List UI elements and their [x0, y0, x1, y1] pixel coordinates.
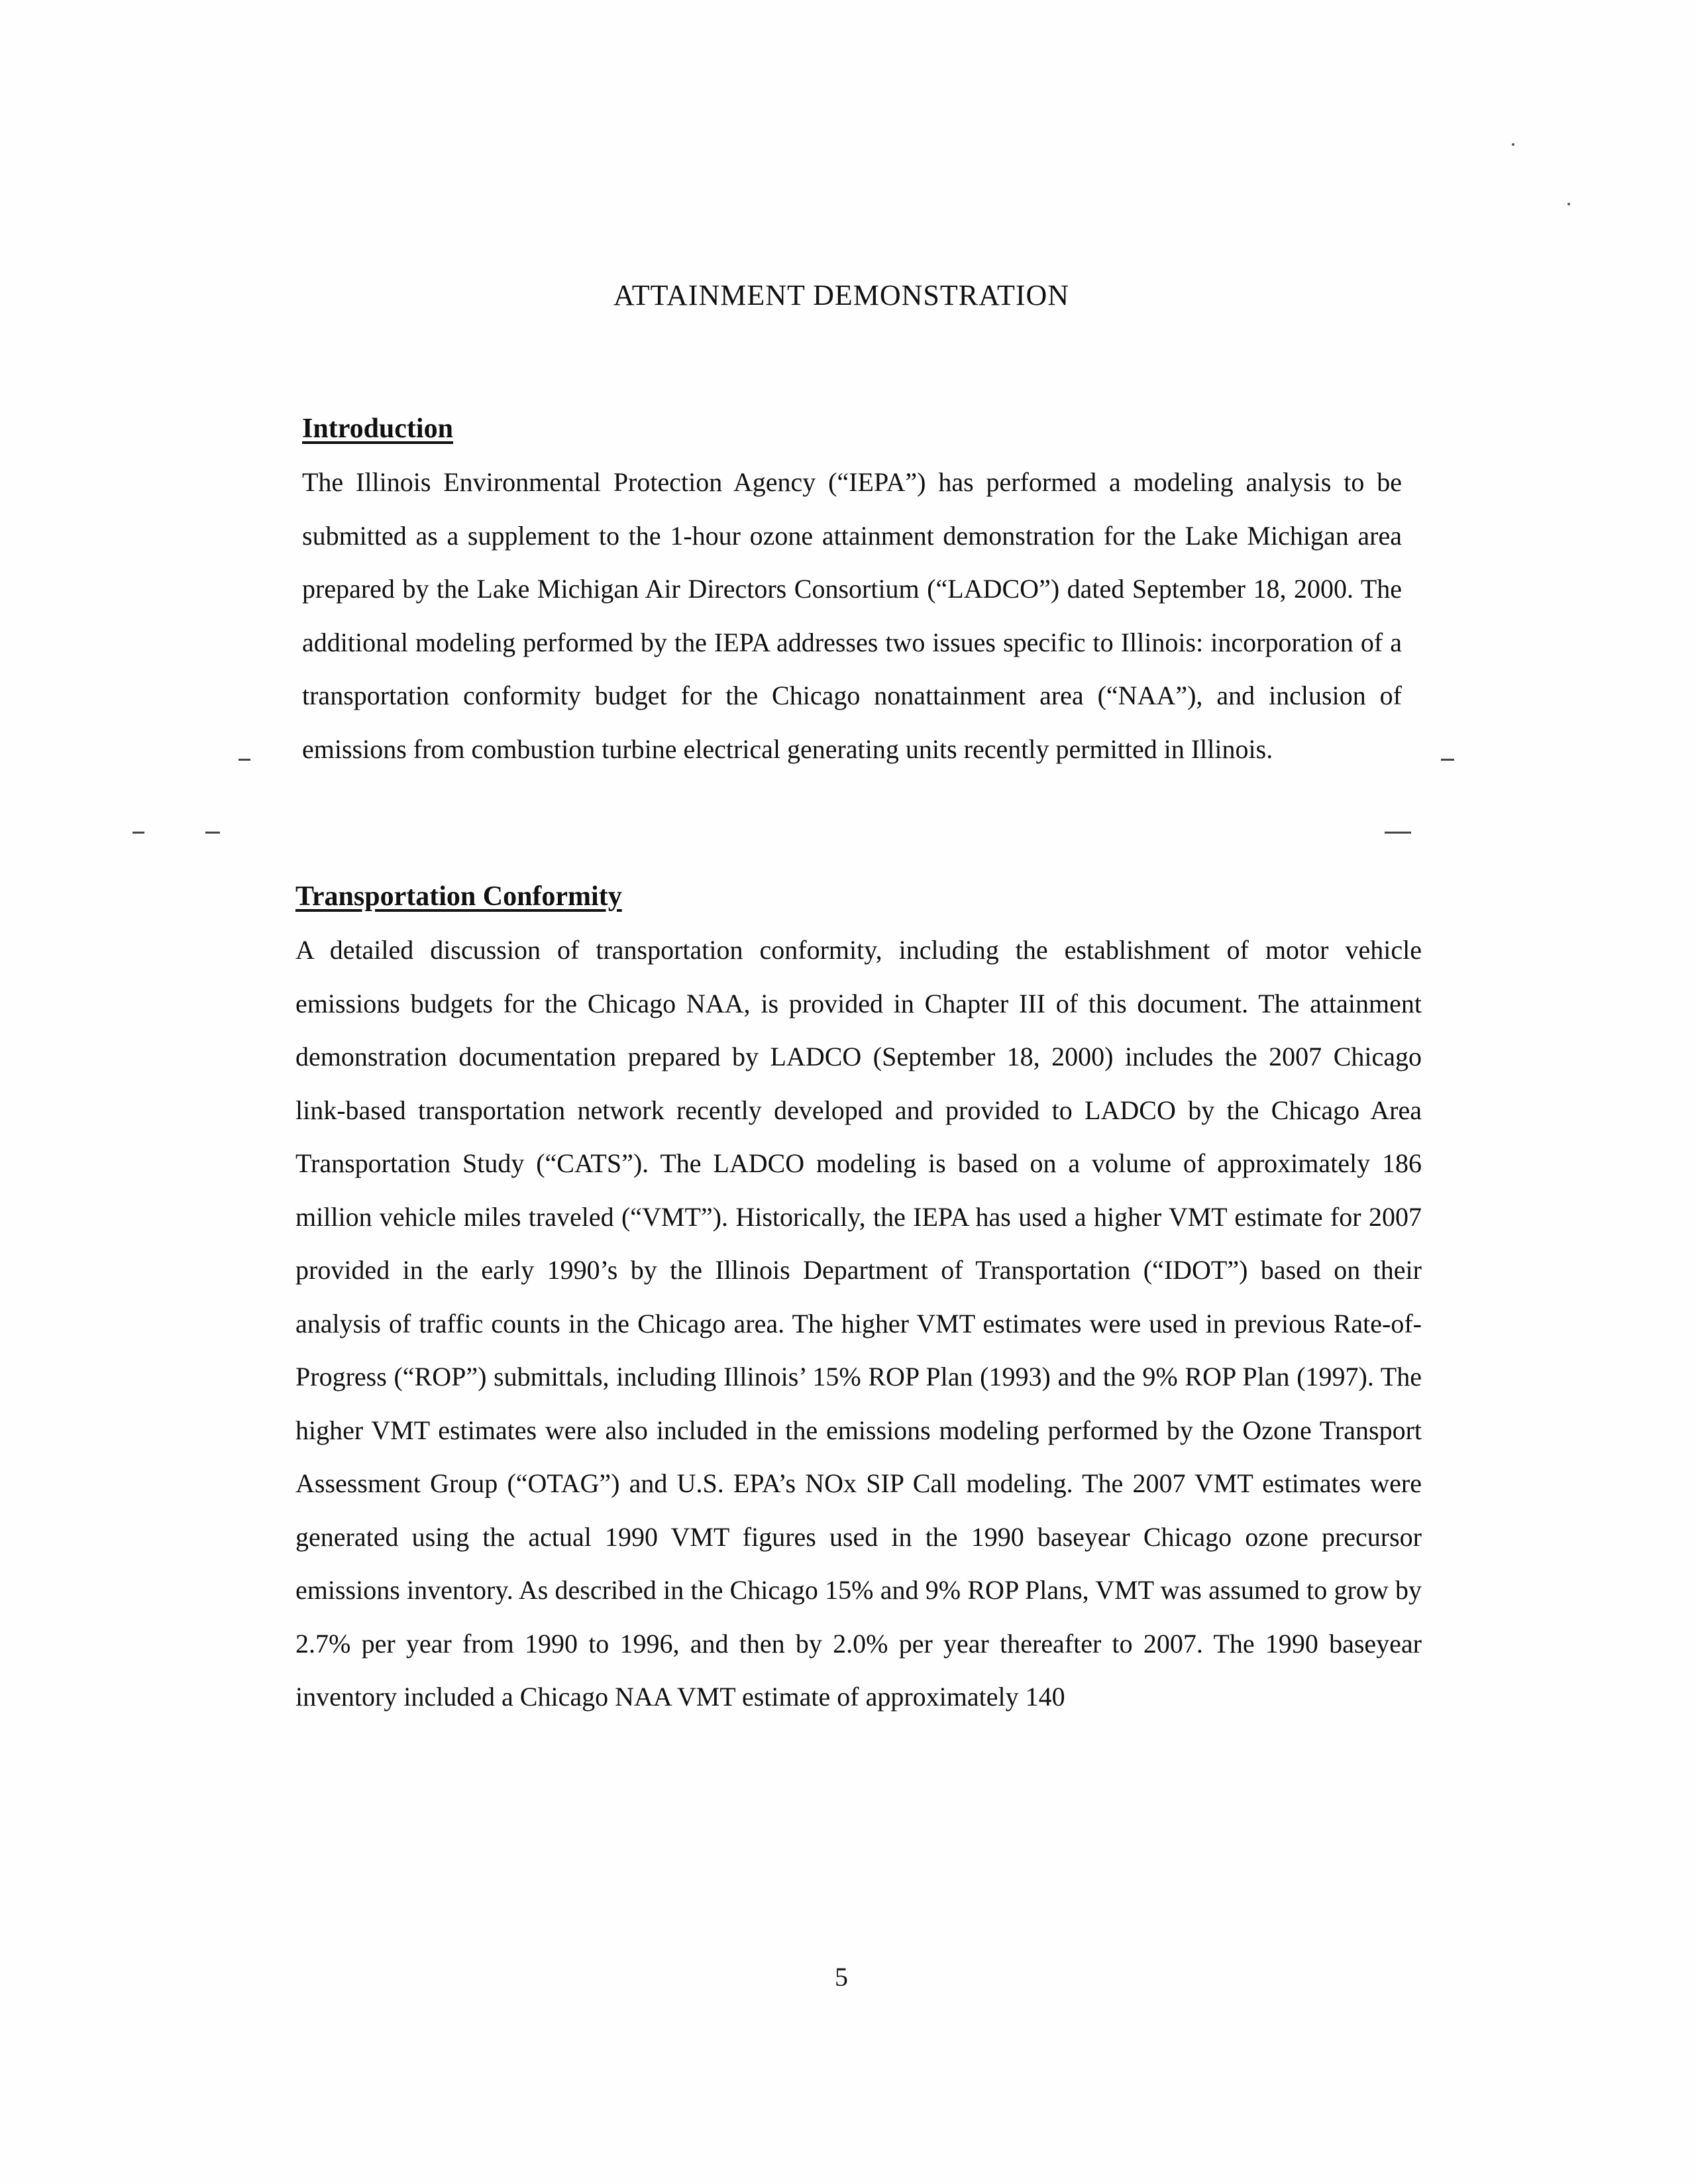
scan-artifact [1567, 203, 1570, 205]
scan-artifact [238, 759, 250, 761]
scan-artifact [205, 832, 220, 834]
scan-artifact [1385, 832, 1411, 834]
section-introduction [302, 406, 1402, 776]
section-heading: Introduction [302, 413, 453, 444]
section-heading: Transportation Conformity [295, 881, 622, 912]
scan-artifact [132, 832, 144, 834]
document-title: ATTAINMENT DEMONSTRATION [613, 279, 1070, 311]
scan-artifact [1512, 143, 1514, 146]
scan-artifact [1441, 759, 1454, 761]
section-transportation-conformity [295, 873, 1422, 1724]
page-number: 5 [835, 1962, 848, 1992]
section-body: A detailed discussion of transportation conformity, including the establishment of motor vehicle emissions budgets for the Chicago NAA, is provided in Chapter III of this document. The attainment demonstration documentation prepared by LADCO (September 18, 2000) includes the 2007 Chicago link-based transportation network recently developed and provided to LADCO by the Chicago Area Transportation Study (“CATS”). The LADCO modeling is based on a volume of approximately 186 million vehicle miles traveled (“VMT”). Historically, the IEPA has used a higher VMT estimate for 2007 provided in the early 1990’s by the Illinois Department of Transportation (“IDOT”) based on their analysis of traffic counts in the Chicago area. The higher VMT estimates were used in previous Rate-of-Progress (“ROP”) submittals, including Illinois’ 15% ROP Plan (1993) and the 9% ROP Plan (1997). The higher VMT estimates were also included in the emissions modeling performed by the Ozone Transport Assessment Group (“OTAG”) and U.S. EPA’s NOx SIP Call modeling. The 2007 VMT estimates were generated using the actual 1990 VMT figures used in the 1990 baseyear Chicago ozone precursor emissions inventory. As described in the Chicago 15% and 9% ROP Plans, VMT was assumed to grow by 2.7% per year from 1990 to 1996, and then by 2.0% per year thereafter to 2007. The 1990 baseyear inventory included a Chicago NAA VMT estimate of approximately 140 [295, 935, 1422, 1712]
section-body: The Illinois Environmental Protection Agency (“IEPA”) has performed a modeling analysis to be submitted as a supplement to the 1-hour ozone attainment demonstration for the Lake Michigan area prepared by the Lake Michigan Air Directors Consortium (“LADCO”) dated September 18, 2000. The additional modeling performed by the IEPA addresses two issues specific to Illinois: incorporation of a transportation conformity budget for the Chicago nonattainment area (“NAA”), and inclusion of emissions from combustion turbine electrical generating units recently permitted in Illinois. [302, 467, 1402, 764]
